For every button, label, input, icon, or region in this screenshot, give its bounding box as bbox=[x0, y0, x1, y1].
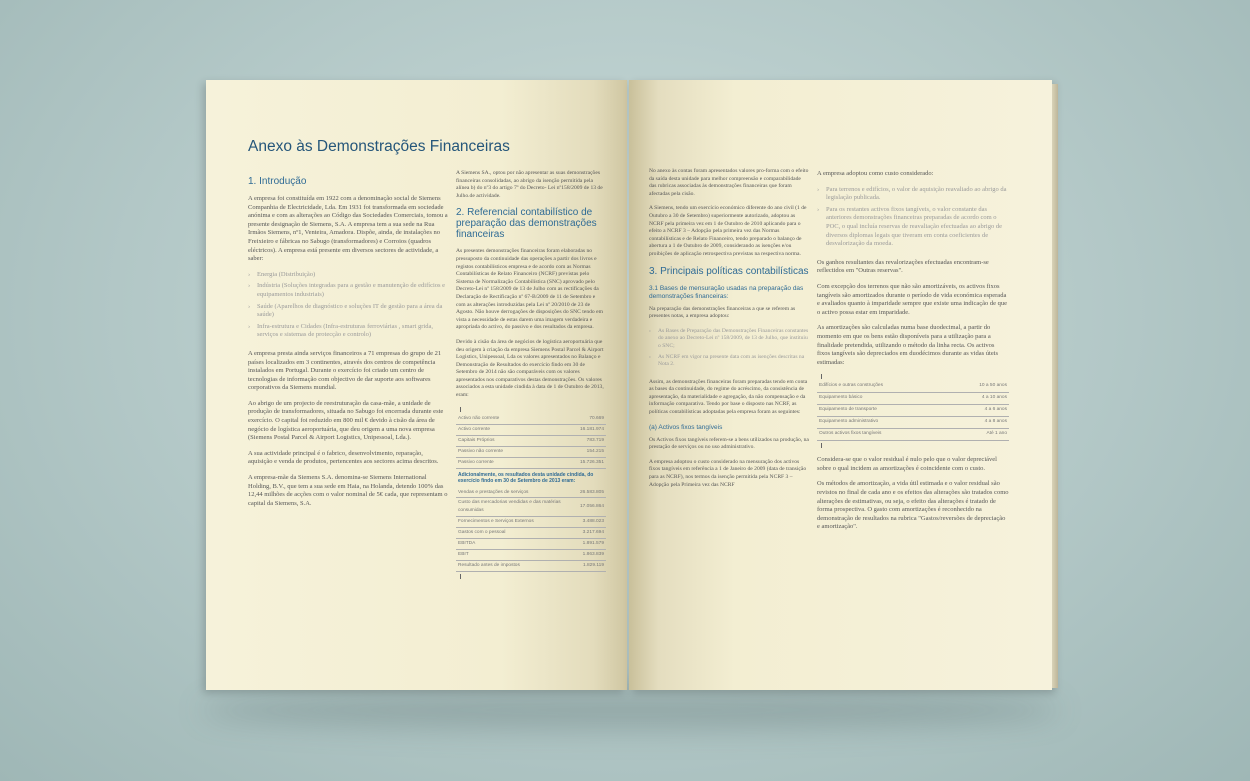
table-vidas-uteis bbox=[817, 381, 1009, 441]
table-cell-label: Resultado antes de impostos bbox=[456, 560, 578, 571]
table-cell-value: 1.863.839 bbox=[578, 549, 606, 560]
table-cell-value: 10 a 50 anos bbox=[948, 381, 1009, 392]
table-cindida-balanco bbox=[456, 414, 606, 469]
paragraph: Os Activos fixos tangíveis referem-se a bens utilizados na produção, na prestação de serviços ou no uso administrativo. bbox=[649, 436, 809, 451]
right-column-2 bbox=[817, 170, 1009, 539]
table-cell-value: 1.829.119 bbox=[578, 560, 606, 571]
paragraph: Ao abrigo de um projecto de reestruturação da casa-mãe, a unidade de produção de transformadores, situada no Sabugo foi encerrada durante este exercício. O capital foi reduzido em 800 mil € devido à cisão da área de negócio de logística aeroportuária, que deu origem a uma nova empresa (Siemens Postal Parcel & Airport Logistics, Unipessoal, Lda.). bbox=[248, 399, 444, 442]
paragraph: A empresa adoptou como custo considerado: bbox=[817, 170, 934, 177]
list-item: › Saúde (Aparelhos de diagnóstico e soluções IT de gestão para a área da saúde) bbox=[248, 303, 448, 320]
table-cell-value: 17.056.864 bbox=[578, 498, 606, 517]
table-cell-label: Gastos com o pessoal bbox=[456, 527, 578, 538]
table-row bbox=[456, 498, 606, 517]
list-item: › Para os restantes activos fixos tangíveis, o valor constante das anteriores demonstrações financeiras preparadas de acordo com o POC, o qual incluía reservas de reavaliação efectuadas ao abrigo de diversos diplomas legais que tiveram em conta coeficientes de desvalorização da moeda. bbox=[817, 206, 1009, 249]
table-cindida-resultados bbox=[456, 487, 606, 571]
table-marker bbox=[460, 407, 461, 412]
table-row bbox=[817, 405, 1009, 417]
table-row bbox=[456, 527, 606, 538]
paragraph: As amortizações são calculadas numa base duodecimal, a partir do momento em que os bens estão disponíveis para a utilização para a finalidade pretendida, utilizando o método da linha recta. Os activos fixos tangíveis são depreciados em duodécimos durante as vidas úteis estimadas: bbox=[817, 324, 999, 366]
paragraph: Devido à cisão da área de negócios de logística aeroportuária que deu origem à criação da empresa Siemens Postal Parcel & Airport Logistics, Unipessoal, Lda os valores apresentados no Balanço e Demonstração de Resultados do exercício findo em 30 de Setembro de 2014 não são comparáveis com os valores apresentados nos comparativos destas demonstrações. Os valores associados a esta unidade cindida à data de 1 de Outubro de 2013, eram: bbox=[456, 338, 604, 399]
paragraph: A Siemens SA., optou por não apresentar as suas demonstrações financeiras consolidadas, ao abrigo da isenção permitida pela alínea b) do nº3 do artigo 7º do Decreto- Lei nº158/2009 de 13 de Julho.de actividade. bbox=[456, 170, 603, 199]
page-title: Anexo às Demonstrações Financeiras bbox=[248, 138, 510, 155]
table-cell-value: 4 a 10 anos bbox=[948, 393, 1009, 405]
custo-list bbox=[817, 186, 1009, 249]
table-cell-label: Activo corrente bbox=[456, 424, 551, 435]
subsection-heading: (a) Activos fixos tangíveis bbox=[649, 423, 723, 431]
list-item: › Infra-estrutura e Cidades (Infra-estruturas ferroviárias , smart grida, serviços e sistemas de protecção e controlo) bbox=[248, 323, 448, 340]
table-row bbox=[456, 435, 606, 446]
table-cell-label: Equipamento básico bbox=[817, 393, 948, 405]
table-cell-value: 1.891.579 bbox=[578, 538, 606, 549]
table-row bbox=[817, 381, 1009, 392]
table-row bbox=[456, 487, 606, 497]
table-cell-label: Fornecimentos e Serviços Externos bbox=[456, 516, 578, 527]
table-cell-value: 16.181.974 bbox=[551, 424, 606, 435]
paragraph: Considera-se que o valor residual é nulo pelo que o valor depreciável sobre o qual incidem as amortizações é coincidente com o custo. bbox=[817, 456, 997, 472]
paragraph: A empresa-mãe da Siemens S.A. denomina-se Siemens International Holding, B.V., que tem a sua sede em Haia, na Holanda, detendo 100% das 12,44 milhões de acções com o valor nominal de 5€ cada, que representam o capital da Siemens, S.A. bbox=[248, 474, 448, 507]
paragraph: As presentes demonstrações financeiras foram elaboradas no pressuposto da continuidade das operações a partir dos livros e registos contabilísticos empresa e de acordo com as Normas Contabilísticas de Relato Financeiro (NCRF) previstas pelo Sistema de Normalização Contabilística (SNC) aprovado pelo Decreto-Lei nº 158/2009 de 13 de Julho com as rectificações da Declaração de Rectificação nº 67-B/2009 de 11 de Setembro e com as alterações introduzidas pela Lei nº 20/2010 de 23 de Agosto. Não houve derrogações de disposições do SNC tendo em vista a necessidade de estas darem uma imagem verdadeira e apropriada do activo, do passivo e dos resultados da empresa. bbox=[456, 248, 603, 331]
table-row bbox=[456, 446, 606, 457]
table-cell-label: Passivo não corrente bbox=[456, 446, 551, 457]
table-cell-label: Equipamento de transporte bbox=[817, 405, 948, 417]
table-cell-label: Vendas e prestações de serviços bbox=[456, 487, 578, 497]
table-marker bbox=[460, 574, 461, 579]
table-row bbox=[456, 549, 606, 560]
section-heading-introducao: 1. Introdução bbox=[248, 176, 307, 187]
table-cell-label: Activo não corrente bbox=[456, 414, 551, 424]
table-cell-label: EBITDA bbox=[456, 538, 578, 549]
paragraph: Os ganhos resultantes das revalorizações efectuadas encontram-se reflectidos em "Outras reservas". bbox=[817, 258, 989, 275]
table-cell-label: EBIT bbox=[456, 549, 578, 560]
table-note: Adicionalmente, os resultados desta unidade cindida, do exercício findo em 30 de Setembro de 2013 eram: bbox=[458, 471, 594, 484]
table-cell-value: 15.726.351 bbox=[551, 457, 606, 468]
table-cell-label: Passivo corrente bbox=[456, 457, 551, 468]
list-item: › Indústria (Soluções integradas para a gestão e manutenção de edifícios e equipamentos industriais) bbox=[248, 282, 448, 299]
bases-list bbox=[649, 328, 809, 369]
subsection-heading: 3.1 Bases de mensuração usadas na preparação das demonstrações financeiras: bbox=[649, 284, 804, 300]
table-row bbox=[817, 393, 1009, 405]
page-edge bbox=[1052, 84, 1058, 688]
left-column-1 bbox=[248, 172, 448, 515]
paragraph: A empresa foi constituída em 1922 com a denominação social de Siemens Companhia de Electricidade, Lda. Em 1931 foi transformada em sociedade anónima e com as alterações ao Código das Sociedades Comerciais, tomou a presente designação de Siemens, S.A. A empresa tem a sua sede na Rua Irmãos Siemens, nº1, Venteira, Amadora. Dispõe, ainda, de instalações no Freixieiro e fábricas no Sabugo (transformadores) e Corroios (quadros eléctricos). A empresa está presente em diversos sectores de actividade, a saber: bbox=[248, 195, 448, 263]
list-item: › Energia (Distribuição) bbox=[248, 271, 448, 280]
right-column-1 bbox=[649, 168, 809, 496]
paragraph: A empresa presta ainda serviços financeiros a 71 empresas do grupo de 21 países localizados em 3 continentes, através dos centros de competência instalados em Portugal. Durante o exercício foi criado um centro de tecnologias de informação com objectivo de dar suporte aos softwares corporativos da Siemens mundial. bbox=[248, 349, 442, 392]
right-page bbox=[629, 80, 1052, 690]
paragraph: Na preparação das demonstrações financeiras a que se referem as presentes notas, a empresa adoptou: bbox=[649, 305, 796, 320]
table-cell-value: 3.217.694 bbox=[578, 527, 606, 538]
list-item: › As Bases de Preparação das Demonstrações Financeiras constantes do anexo ao Decreto-Lei nº 158/2009, de 13 de Julho, que instituiu o SNC; bbox=[649, 328, 809, 351]
table-marker bbox=[821, 374, 822, 379]
table-cell-label: Outros activos fixos tangíveis bbox=[817, 429, 948, 441]
table-row bbox=[456, 424, 606, 435]
list-item: › Para terrenos e edifícios, o valor de aquisição reavaliado ao abrigo da legislação publicada. bbox=[817, 186, 1009, 203]
paragraph: No anexo às contas foram apresentados valores pro-forma com o efeito da saída desta unidade para melhor compreensão e comparabilidade das rubricas associadas às demonstrações financeiras que foram afectadas pela cisão. bbox=[649, 168, 809, 197]
table-cell-value: 4 a 8 anos bbox=[948, 417, 1009, 429]
table-cell-value: Até 1 ano bbox=[948, 429, 1009, 441]
table-cell-value: 4 a 6 anos bbox=[948, 405, 1009, 417]
table-cell-value: 3.488.023 bbox=[578, 516, 606, 527]
paragraph: Assim, as demonstrações financeiras foram preparadas tendo em conta as bases da continuidade, do regime do acréscimo, da consistência de apresentação, da materialidade e agregação, da não compensação e da informação comparativa. Tendo por base o disposto nas NCRF, as políticas contabilísticas adoptadas pela empresa foram as seguintes: bbox=[649, 378, 808, 416]
left-page bbox=[206, 80, 627, 690]
paragraph: A empresa adoptou o custo considerado na mensuração dos activos fixos tangíveis em referência a 1 de Janeiro de 2009 (data de transição para as NCRF), nos termos da isenção permitida pela NCRF 3 – Adopção pela Primeira vez das NCRF bbox=[649, 458, 807, 488]
section-heading-politicas: 3. Principais políticas contabilísticas bbox=[649, 265, 809, 277]
table-row bbox=[456, 457, 606, 468]
paragraph: Com excepção dos terrenos que não são amortizáveis, os activos fixos tangíveis são amortizados durante o período de vida económica esperada e avaliados quanto à imparidade sempre que existe uma indicação de que o activo possa estar em imparidade. bbox=[817, 282, 1008, 316]
paragraph: Os métodos de amortização, a vida útil estimada e o valor residual são revistos no final de cada ano e os efeitos das alterações são tratados como alterações de estimativas, ou seja, o efeito das alterações é tratado de forma prospectiva. O gasto com amortizações é reconhecido na demonstração de resultados na rubrica "Gastos/reversões de depreciação e amortização". bbox=[817, 480, 1009, 531]
table-row bbox=[456, 516, 606, 527]
table-marker bbox=[821, 443, 822, 448]
list-item: › As NCRF em vigor na presente data com as isenções descritas na Nota 2. bbox=[649, 354, 809, 369]
table-cell-label: Custo das mercadorias vendidas e das matérias consumidas bbox=[456, 498, 578, 517]
table-cell-value: 783.719 bbox=[551, 435, 606, 446]
table-row bbox=[456, 560, 606, 571]
table-cell-value: 70.669 bbox=[551, 414, 606, 424]
table-row bbox=[456, 538, 606, 549]
section-heading-referencial: 2. Referencial contabilístico de preparação das demonstrações financeiras bbox=[456, 207, 597, 241]
paragraph: A Siemens, tendo um exercício económico diferente do ano civil (1 de Outubro a 30 de Setembro) superiormente autorizado, adoptou as NCRF pela primeira vez em 1 de Outubro de 2010 aplicando para o efeito a NCRF 3 – Adopção pela primeira vez das Normas contabilísticas e de Relato Financeiro, tendo preparado o balanço de abertura a 1 de Outubro de 2009, considerando as isenções e/ou proibições de aplicação retrospectiva previstas na respectiva norma. bbox=[649, 205, 807, 257]
table-row bbox=[456, 414, 606, 424]
table-cell-value: 26.583.805 bbox=[578, 487, 606, 497]
table-cell-value: 154.215 bbox=[551, 446, 606, 457]
paragraph: A sua actividade principal é o fabrico, desenvolvimento, reparação, aquisição e venda de produtos, pertencentes aos sectores acima descritos. bbox=[248, 449, 439, 466]
left-column-2 bbox=[456, 170, 606, 581]
table-cell-label: Capitais Próprios bbox=[456, 435, 551, 446]
table-row bbox=[817, 429, 1009, 441]
table-cell-label: Edifícios e outras construções bbox=[817, 381, 948, 392]
book-shadow bbox=[200, 690, 1060, 730]
table-cell-label: Equipamento administrativo bbox=[817, 417, 948, 429]
sector-list bbox=[248, 271, 448, 340]
table-row bbox=[817, 417, 1009, 429]
